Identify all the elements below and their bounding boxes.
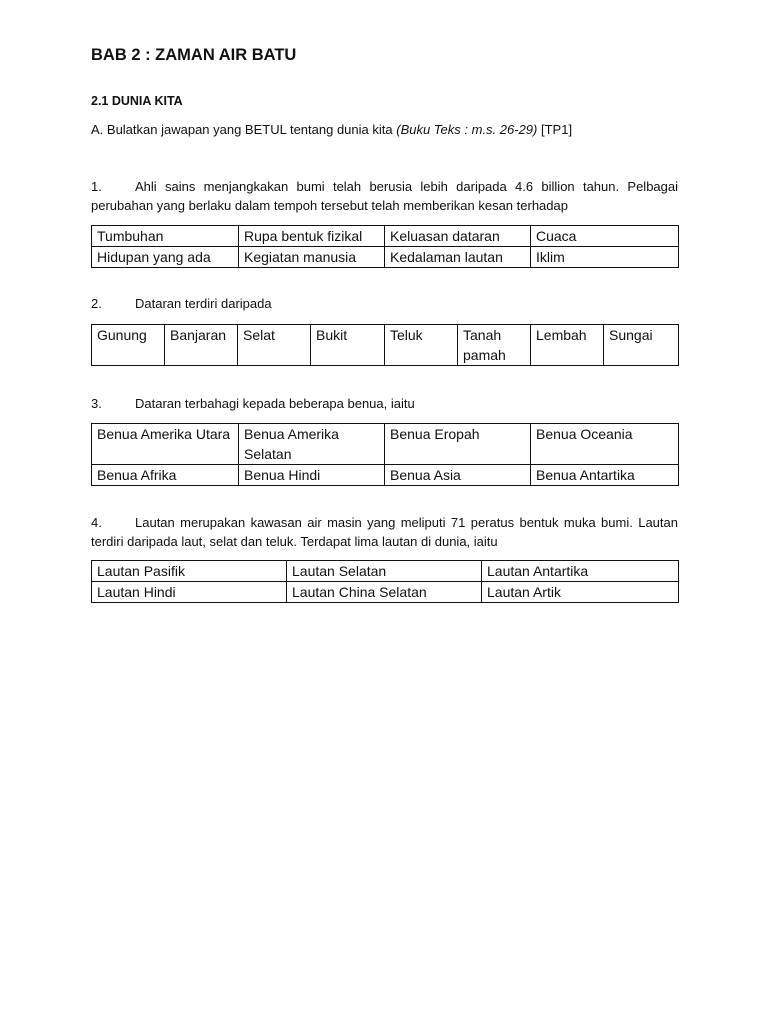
option-cell[interactable]: Lembah	[531, 325, 604, 366]
option-cell[interactable]: Benua Afrika	[92, 465, 239, 486]
instruction	[91, 122, 572, 137]
question-3	[91, 394, 678, 413]
table-row	[92, 582, 679, 603]
options-table-4	[91, 560, 679, 603]
question-number: 2.	[91, 296, 102, 311]
section-title: 2.1 DUNIA KITA	[91, 94, 183, 108]
option-cell[interactable]: Lautan Hindi	[92, 582, 287, 603]
table-row	[92, 247, 679, 268]
option-cell[interactable]: Benua Eropah	[385, 424, 531, 465]
option-cell[interactable]: Benua Antartika	[531, 465, 679, 486]
option-cell[interactable]: Kedalaman lautan	[385, 247, 531, 268]
option-cell[interactable]: Lautan Antartika	[482, 561, 679, 582]
option-cell[interactable]: Gunung	[92, 325, 165, 366]
options-table-1	[91, 225, 679, 268]
option-cell[interactable]: Iklim	[531, 247, 679, 268]
table-row	[92, 465, 679, 486]
option-cell[interactable]: Kegiatan manusia	[239, 247, 385, 268]
option-cell[interactable]: Lautan Pasifik	[92, 561, 287, 582]
chapter-title: BAB 2 : ZAMAN AIR BATU	[91, 46, 297, 64]
option-cell[interactable]: Benua Amerika Utara	[92, 424, 239, 465]
table-row	[92, 226, 679, 247]
option-cell[interactable]: Cuaca	[531, 226, 679, 247]
table-row	[92, 424, 679, 465]
option-cell[interactable]: Benua Oceania	[531, 424, 679, 465]
option-cell[interactable]: Sungai	[604, 325, 679, 366]
option-cell[interactable]: Keluasan dataran	[385, 226, 531, 247]
question-number: 3.	[91, 396, 102, 411]
table-row	[92, 325, 679, 366]
option-cell[interactable]: Lautan China Selatan	[287, 582, 482, 603]
option-cell[interactable]: Lautan Selatan	[287, 561, 482, 582]
option-cell[interactable]: Bukit	[311, 325, 385, 366]
options-table-3	[91, 423, 679, 486]
question-number: 1.	[91, 179, 102, 194]
option-cell[interactable]: Rupa bentuk fizikal	[239, 226, 385, 247]
textbook-reference: (Buku Teks : m.s. 26-29)	[396, 122, 538, 137]
option-cell[interactable]: Benua Asia	[385, 465, 531, 486]
question-text: Ahli sains menjangkakan bumi telah berusia lebih daripada 4.6 billion tahun. Pelbagai perubahan yang berlaku dalam tempoh tersebut telah memberikan kesan terhadap	[91, 179, 678, 213]
question-text: Dataran terdiri daripada	[135, 296, 272, 311]
option-cell[interactable]: Banjaran	[165, 325, 238, 366]
question-4	[91, 513, 678, 551]
option-cell[interactable]: Hidupan yang ada	[92, 247, 239, 268]
question-text: Lautan merupakan kawasan air masin yang meliputi 71 peratus bentuk muka bumi. Lautan terdiri daripada laut, selat dan teluk. Terdapat lima lautan di dunia, iaitu	[91, 515, 678, 549]
option-cell[interactable]: Benua Amerika Selatan	[239, 424, 385, 465]
option-cell[interactable]: Tanah pamah	[458, 325, 531, 366]
instruction-text: A. Bulatkan jawapan yang BETUL tentang dunia kita	[91, 122, 393, 137]
option-cell[interactable]: Selat	[238, 325, 311, 366]
level-tag: [TP1]	[541, 122, 573, 137]
table-row	[92, 561, 679, 582]
question-number: 4.	[91, 515, 102, 530]
question-2	[91, 294, 678, 313]
option-cell[interactable]: Lautan Artik	[482, 582, 679, 603]
option-cell[interactable]: Teluk	[385, 325, 458, 366]
option-cell[interactable]: Benua Hindi	[239, 465, 385, 486]
question-1	[91, 177, 678, 215]
options-table-2	[91, 324, 679, 366]
option-cell[interactable]: Tumbuhan	[92, 226, 239, 247]
question-text: Dataran terbahagi kepada beberapa benua, iaitu	[135, 396, 415, 411]
